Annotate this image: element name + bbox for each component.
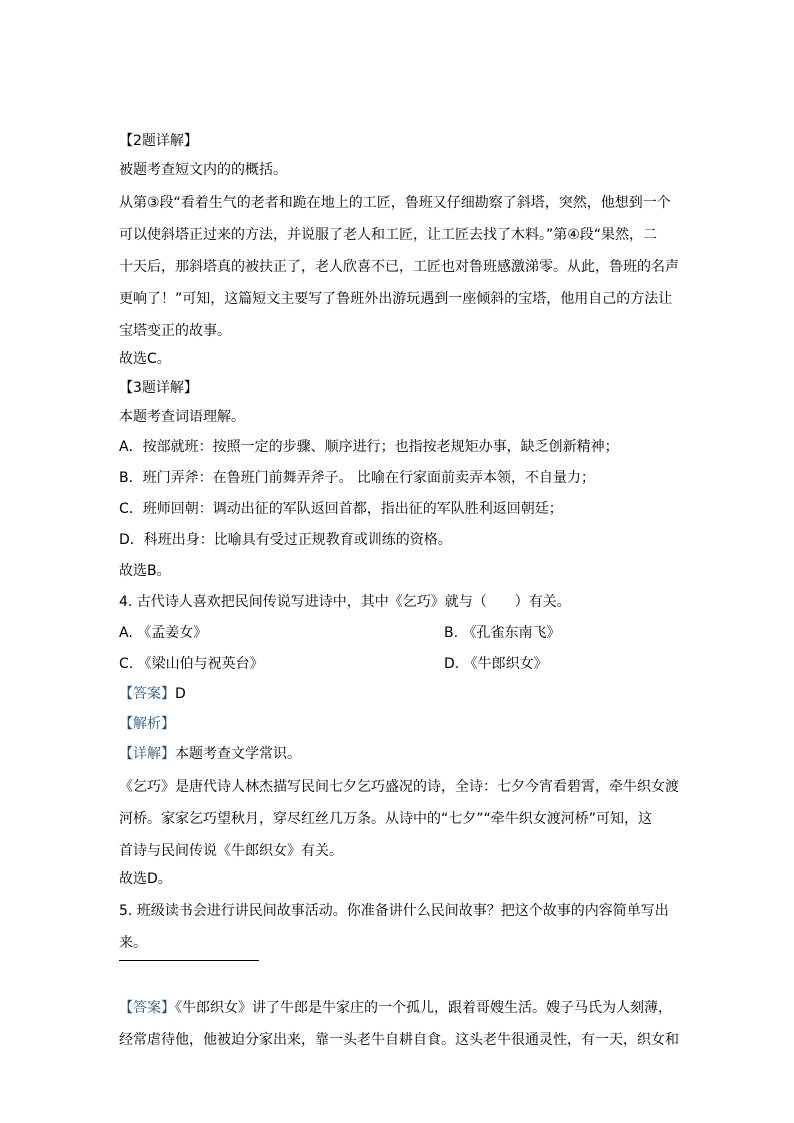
q3-heading: 【3题详解】 bbox=[119, 380, 198, 396]
q4-body-line: 河桥。家家乞巧望秋月，穿尽红丝几万条。从诗中的“七夕”“牵牛织女渡河桥”可知，这 bbox=[119, 811, 653, 827]
q3-option: C．班师回朝：调动出征的军队返回首都，指出征的军队胜利返回朝廷； bbox=[119, 501, 563, 517]
q3-intro: 本题考查词语理解。 bbox=[119, 409, 245, 425]
q2-intro: 被题考查短文内的的概括。 bbox=[119, 162, 287, 178]
q4-detail bbox=[119, 744, 679, 764]
q2-heading: 【2题详解】 bbox=[119, 133, 198, 149]
q2-line: 宝塔变正的故事。 bbox=[119, 323, 231, 339]
analysis-label: 【解析】 bbox=[119, 716, 175, 732]
answer-label: 【答案】 bbox=[119, 686, 175, 702]
q4-question: 4. 古代诗人喜欢把民间传说写进诗中，其中《乞巧》就与（ ）有关。 bbox=[119, 594, 571, 610]
q4-body-line: 《乞巧》是唐代诗人林杰描写民间七夕乞巧盛况的诗，全诗：七夕今宵看碧霄，牵牛织女渡 bbox=[119, 779, 679, 795]
q3-option: A．按部就班：按照一定的步骤、顺序进行；也指按老规矩办事，缺乏创新精神； bbox=[119, 439, 619, 455]
q5-answer-line: 经常虐待他，他被迫分家出来，靠一头老牛自耕自食。这头老牛很通灵性，有一天，织女和 bbox=[119, 1032, 679, 1048]
q2-line: 从第③段“看着生气的老者和跪在地上的工匠，鲁班又仔细勘察了斜塔，突然，他想到一个 bbox=[119, 195, 671, 211]
detail-text: 本题考查文学常识。 bbox=[175, 746, 301, 762]
q5-question-line: 来。 bbox=[119, 935, 147, 951]
q2-line: 可以使斜塔正过来的方法，并说服了老人和工匠，让工匠去找了木料。”第④段“果然，二 bbox=[119, 227, 658, 243]
answer-text: 《牛郎织女》讲了牛郎是牛家庄的一个孤儿，跟着哥嫂生活。嫂子马氏为人刻薄， bbox=[175, 1000, 672, 1016]
q3-option: D．科班出身：比喻具有受过正规教育或训练的资格。 bbox=[119, 532, 452, 548]
q4-analysis-label bbox=[119, 714, 679, 734]
detail-label: 【详解】 bbox=[119, 746, 175, 762]
q4-answer bbox=[119, 684, 679, 704]
q3-option: B．班门弄斧：在鲁班门前舞弄斧子。 比喻在行家面前卖弄本领，不自量力； bbox=[119, 470, 596, 486]
q2-line: 十天后，那斜塔真的被扶正了，老人欣喜不已，工匠也对鲁班感激涕零。从此，鲁班的名声 bbox=[119, 259, 679, 275]
answer-value: D bbox=[175, 686, 186, 702]
q2-line: 更响了！”可知，这篇短文主要写了鲁班外出游玩遇到一座倾斜的宝塔，他用自己的方法让 bbox=[119, 291, 673, 307]
q5-answer-line bbox=[119, 998, 679, 1018]
q4-option-c: C. 《梁山伯与祝英台》 bbox=[119, 656, 264, 672]
q2-conclusion: 故选C。 bbox=[119, 351, 171, 367]
q4-option-a: A. 《孟姜女》 bbox=[119, 625, 208, 641]
q4-option-d: D. 《牛郎织女》 bbox=[444, 656, 548, 672]
answer-label: 【答案】 bbox=[119, 1000, 175, 1016]
q5-question-line: 5. 班级读书会进行讲民间故事活动。你准备讲什么民间故事？把这个故事的内容简单写出 bbox=[119, 903, 669, 919]
section-divider bbox=[119, 960, 259, 961]
q4-option-b: B. 《孔雀东南飞》 bbox=[444, 625, 561, 641]
q4-conclusion: 故选D。 bbox=[119, 871, 172, 887]
q4-body-line: 首诗与民间传说《牛郎织女》有关。 bbox=[119, 843, 343, 859]
q3-conclusion: 故选B。 bbox=[119, 563, 171, 579]
